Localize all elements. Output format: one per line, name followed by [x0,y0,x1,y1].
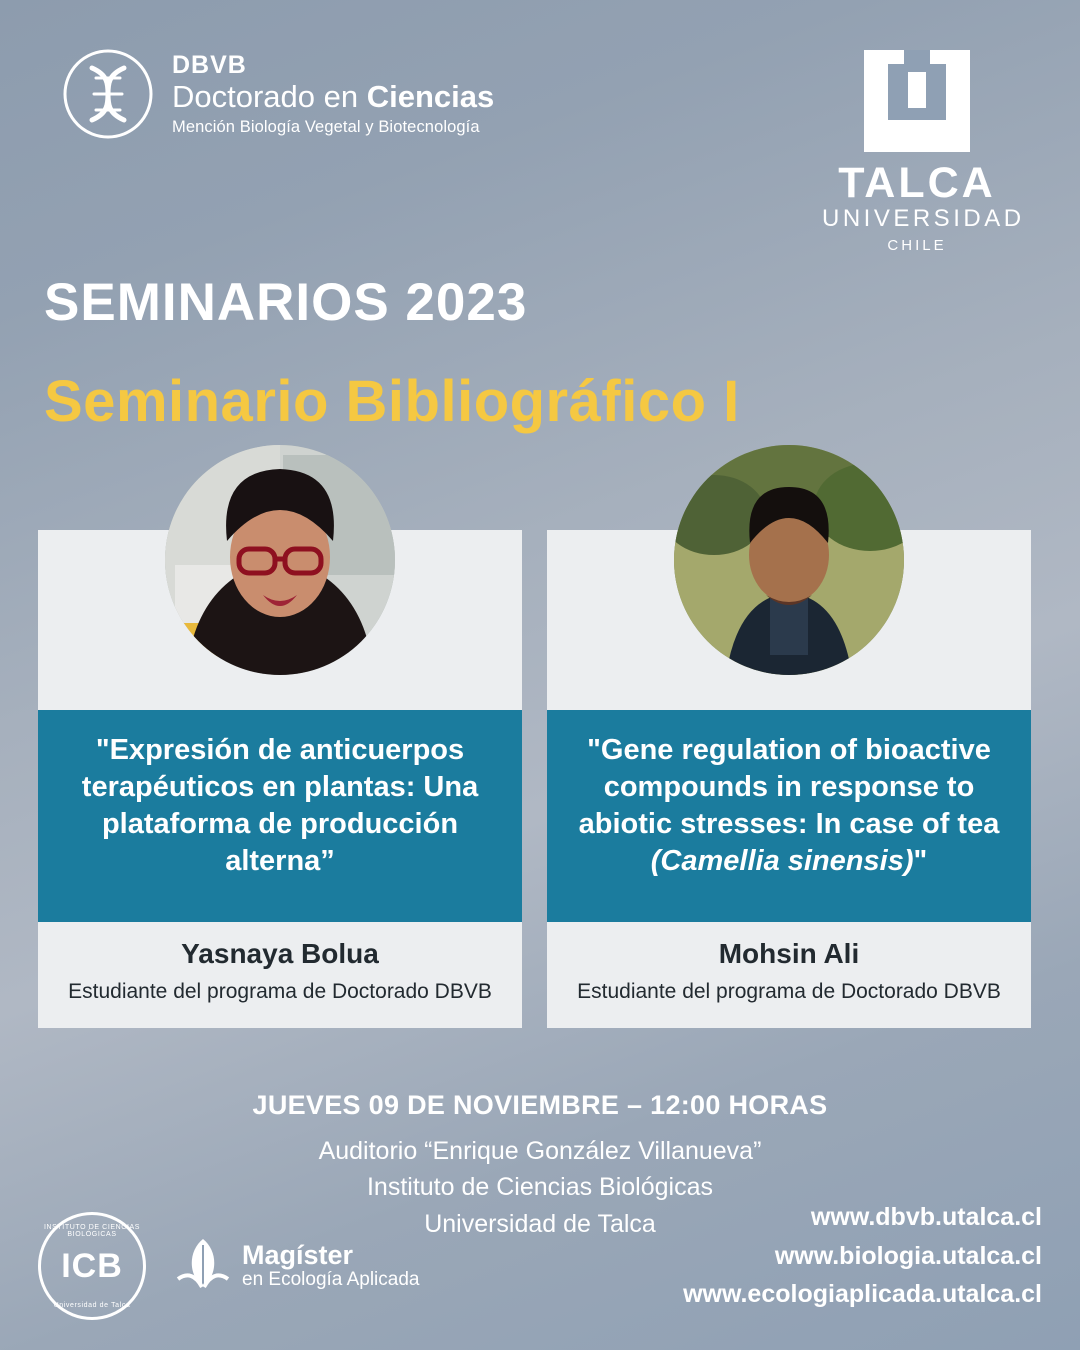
footer-logos [38,1212,419,1320]
utalca-country: CHILE [887,236,947,254]
icb-ring-bottom-text: Universidad de Talca [53,1302,131,1309]
event-university: Universidad de Talca [424,1209,656,1238]
link-dbvb[interactable]: www.dbvb.utalca.cl [810,1202,1042,1231]
speaker-cards [38,530,1042,1028]
photo-band [547,530,1031,710]
event-venue: Auditorio “Enrique González Villanueva” [318,1137,762,1165]
event-datetime: JUEVES 09 DE NOVIEMBRE – 12:00 HORAS [252,1090,828,1120]
dbvb-mention: Mención Biología Vegetal y Biotecnología [172,117,480,136]
speaker-info [38,922,522,1028]
speaker-role: Estudiante del programa de Doctorado DBVB [577,980,1001,1003]
page-title: SEMINARIOS 2023 [44,273,528,332]
icb-logo [38,1212,146,1320]
speaker-name: Mohsin Ali [718,938,860,969]
magister-line2: en Ecología Aplicada [242,1268,420,1290]
talk-title: "Expresión de anticuerpos terapéuticos en plantas: Una plataforma de producción alterna” [38,710,522,922]
link-biologia[interactable]: www.biologia.utalca.cl [774,1241,1042,1270]
magister-line1: Magíster [242,1240,354,1271]
photo-band [38,530,522,710]
utalca-name: TALCA [838,159,996,207]
event-institute: Instituto de Ciencias Biológicas [366,1173,714,1202]
dbvb-acronym: DBVB [172,50,247,79]
avatar [165,445,395,675]
leaf-icon [174,1235,232,1297]
utalca-subtitle: UNIVERSIDAD [822,205,1025,232]
speaker-info [547,922,1031,1028]
talk-title: "Gene regulation of bioactive compounds in response to abiotic stresses: In case of tea (Camellia sinensis)" [547,710,1031,922]
icb-acronym: ICB [61,1246,123,1285]
magister-logo [174,1235,419,1297]
speaker-card [547,530,1031,1028]
dna-helix-icon [62,48,154,140]
poster-header [0,0,1080,254]
utalca-logo [822,50,1025,254]
speaker-name: Yasnaya Bolua [181,938,379,969]
icb-ring-top-text: INSTITUTO DE CIENCIAS BIOLÓGICAS [43,1224,141,1238]
footer-links [683,1198,1042,1314]
utalca-u-icon [842,50,992,158]
dbvb-program-name: Doctorado en Ciencias [172,79,495,115]
speaker-card [38,530,522,1028]
page-subtitle: Seminario Bibliográfico I [44,369,740,434]
avatar [674,445,904,675]
link-ecologiaplicada[interactable]: www.ecologiaplicada.utalca.cl [683,1280,1042,1309]
speaker-role: Estudiante del programa de Doctorado DBVB [68,980,492,1003]
dbvb-logo [62,48,494,140]
